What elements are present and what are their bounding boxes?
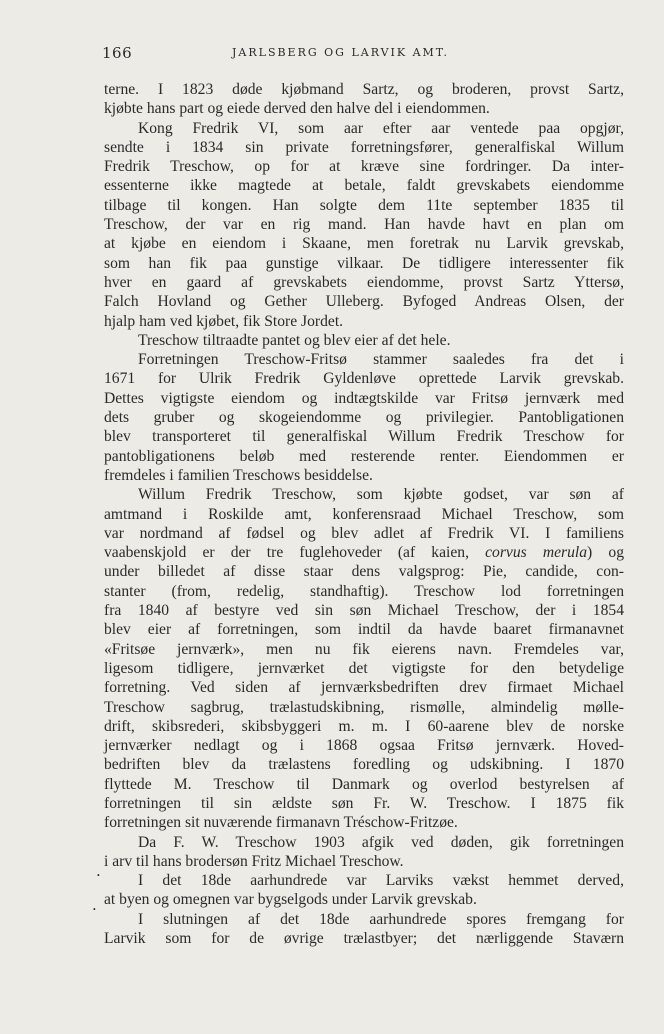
- text-line: blev eier af forretningen, som indtil da havde baaret firmanavnet: [104, 621, 624, 639]
- text-line: hjalp ham ved kjøbet, fik Store Jordet.: [104, 312, 344, 330]
- text-line-with-italic: vaabenskjold er der tre fuglehoveder (af kaien, corvus merula) og: [104, 544, 624, 562]
- text-line: stanter (from, redelig, standhaftig). Treschow lod forretningen: [104, 582, 624, 600]
- text-line: hver en gaard af grevskabets eiendomme, provst Sartz Yttersø,: [104, 273, 624, 291]
- text-line: drift, skibsrederi, skibsbyggeri m. m. I 60-aarene blev de norske: [104, 717, 624, 735]
- text-line: sendte i 1834 sin private forretningsfører, generalfiskal Willum: [104, 138, 624, 156]
- text-line: blev transporteret til generalfiskal Willum Fredrik Treschow for: [104, 428, 624, 446]
- text-line: bedriften blev da trælastens foredling og udskibning. I 1870: [104, 756, 624, 774]
- text-line: Dettes vigtigste eiendom og indtægtskilde var Fritsø jernværk med: [104, 389, 624, 407]
- text-line: Kong Fredrik VI, som aar efter aar ventede paa opgjør,: [138, 119, 624, 137]
- text-line: Willum Fredrik Treschow, som kjøbte godset, var søn af: [138, 486, 624, 504]
- running-title: JARLSBERG OG LARVIK AMT.: [232, 46, 450, 59]
- body-text: [104, 80, 624, 948]
- text-line: Fredrik Treschow, op for at kræve sine fordringer. Da inter-: [104, 158, 624, 176]
- text-line: ligesom tidligere, jernværket det vigtigste for den betydelige: [104, 659, 624, 677]
- text-line: flyttede M. Treschow til Danmark og overlod bestyrelsen af: [104, 775, 624, 793]
- text-line: at kjøbe en eiendom i Skaane, men foretrak nu Larvik grevskab,: [104, 235, 624, 253]
- text-line: forretning. Ved siden af jernværksbedriften drev firmaet Michael: [104, 679, 624, 697]
- text-line: tilbage til kongen. Han solgte dem 11te september 1835 til: [104, 196, 624, 214]
- text-line: fremdeles i familien Treschows besiddelse.: [104, 466, 373, 484]
- text-line: 1671 for Ulrik Fredrik Gyldenløve oprettede Larvik grevskab.: [104, 370, 624, 388]
- text-line: forretningen sit nuværende firmanavn Tréschow-Fritzøe.: [104, 814, 458, 832]
- text-line: «Fritsøe jernværk», men nu fik eierens navn. Fremdeles var,: [104, 640, 624, 658]
- page-number: 166: [102, 44, 133, 62]
- text-line: dets gruber og skogeiendomme og privilegier. Pantobligationen: [104, 409, 624, 427]
- text-line: Da F. W. Treschow 1903 afgik ved døden, gik forretningen: [138, 833, 624, 851]
- margin-mark: ·: [92, 900, 97, 918]
- italic-latin-name: corvus merula: [485, 544, 588, 562]
- text-line: essenterne ikke magtede at betale, faldt grevskabets eiendomme: [104, 177, 624, 195]
- text-line: Treschow sagbrug, trælastudskibning, rismølle, almindelig mølle-: [104, 698, 624, 716]
- text-line: Treschow tiltraadte pantet og blev eier af det hele.: [138, 331, 451, 349]
- margin-mark: .: [96, 862, 101, 880]
- text-line: Larvik som for de øvrige trælastbyer; det nærliggende Staværn: [104, 930, 624, 948]
- text-line: terne. I 1823 døde kjøbmand Sartz, og broderen, provst Sartz,: [104, 81, 624, 98]
- text-line: Forretningen Treschow-Fritsø stammer saaledes fra det i: [138, 351, 624, 369]
- text-line: kjøbte hans part og eiede derved den halve del i eiendommen.: [104, 100, 490, 118]
- text-line: under billedet af disse staar dens valgsprog: Pie, candide, con-: [104, 563, 624, 581]
- text-line: var nordmand af fødsel og blev adlet af Fredrik VI. I familiens: [104, 524, 624, 542]
- text-line: I det 18de aarhundrede var Larviks vækst hemmet derved,: [138, 872, 624, 890]
- text-line: Falch Hovland og Gether Ulleberg. Byfoged Andreas Olsen, der: [104, 293, 624, 311]
- text-line: Treschow, der var en rig mand. Han havde havt en plan om: [104, 216, 624, 234]
- text-line: at byen og omegnen var bygselgods under Larvik grevskab.: [104, 891, 477, 909]
- text-line: i arv til hans brodersøn Fritz Michael Treschow.: [104, 852, 404, 870]
- text-line: I slutningen af det 18de aarhundrede spores fremgang for: [138, 910, 624, 928]
- text-line: som han fik paa gunstige vilkaar. De tidligere interessenter fik: [104, 254, 624, 272]
- text-line: amtmand i Roskilde amt, konferensraad Michael Treschow, som: [104, 505, 624, 523]
- page-header: [102, 44, 624, 64]
- text-line: fra 1840 af bestyre ved sin søn Michael Treschow, der i 1854: [104, 602, 624, 620]
- text-line: pantobligationens beløb med resterende renter. Eiendommen er: [104, 447, 624, 465]
- text-line: forretningen til sin ældste søn Fr. W. Treschow. I 1875 fik: [104, 794, 624, 812]
- text-line: jernværker nedlagt og i 1868 ogsaa Fritsø jernværk. Hoved-: [104, 737, 624, 755]
